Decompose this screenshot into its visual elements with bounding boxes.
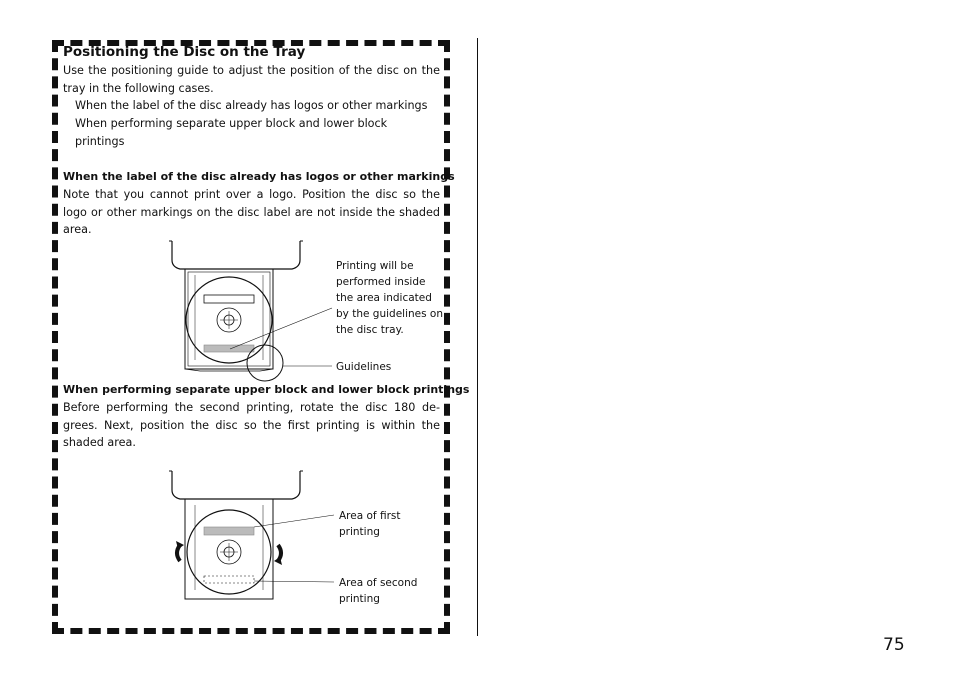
callout-first-printing: Area of first printing [339, 510, 401, 538]
case-item-2: When performing separate upper block and lower block printings [75, 117, 388, 148]
case1-body: Note that you cannot print over a logo. Position the disc so the logo or other markings on the disc label are not inside the shaded area. [63, 188, 440, 236]
disc-tray-figure-2 [160, 465, 350, 610]
case-item-1: When the label of the disc already has logos or other markings [75, 99, 428, 112]
callout-printing-area: Printing will be performed inside the area indicated by the guidelines on the disc tray. [336, 260, 443, 336]
case2-heading: When performing separate upper block and lower block printings [63, 383, 470, 396]
callout-guidelines: Guidelines [336, 361, 392, 373]
disc-tray-figure-1 [160, 235, 350, 390]
case2-body: Before performing the second printing, rotate the disc 180 de-grees. Next, position the disc so the first printing is within the shaded area. [63, 401, 440, 449]
section-title: Positioning the Disc on the Tray [63, 44, 306, 60]
callout-second-printing: Area of second printing [339, 577, 418, 605]
page-divider [477, 38, 478, 636]
page-number: 75 [883, 635, 905, 655]
case1-heading: When the label of the disc already has logos or other markings [63, 170, 455, 183]
intro-text: Use the positioning guide to adjust the position of the disc on the tray in the following cases. [63, 64, 440, 95]
